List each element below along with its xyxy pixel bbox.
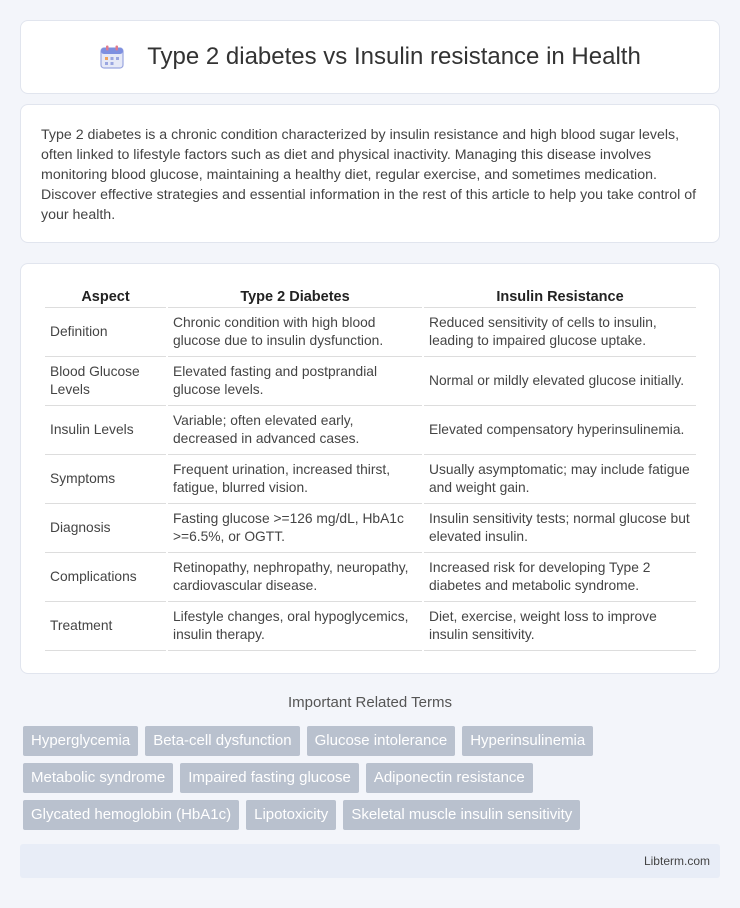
insulin-resistance-cell: Elevated compensatory hyperinsulinemia. (424, 406, 696, 455)
column-header-aspect: Aspect (45, 284, 166, 308)
insulin-resistance-cell: Usually asymptomatic; may include fatigue and weight gain. (424, 455, 696, 504)
intro-card (20, 104, 720, 243)
related-term-tag[interactable]: Metabolic syndrome (23, 763, 173, 793)
comparison-table (43, 284, 698, 651)
column-header-type2-diabetes: Type 2 Diabetes (168, 284, 422, 308)
table-row (45, 357, 696, 406)
type2-diabetes-cell: Elevated fasting and postprandial glucose levels. (168, 357, 422, 406)
table-row (45, 308, 696, 357)
insulin-resistance-cell: Reduced sensitivity of cells to insulin, leading to impaired glucose uptake. (424, 308, 696, 357)
insulin-resistance-cell: Insulin sensitivity tests; normal glucose but elevated insulin. (424, 504, 696, 553)
related-term-tag[interactable]: Impaired fasting glucose (180, 763, 359, 793)
type2-diabetes-cell: Variable; often elevated early, decreased in advanced cases. (168, 406, 422, 455)
title-card (20, 20, 720, 94)
type2-diabetes-cell: Lifestyle changes, oral hypoglycemics, insulin therapy. (168, 602, 422, 651)
column-header-insulin-resistance: Insulin Resistance (424, 284, 696, 308)
related-term-tag[interactable]: Skeletal muscle insulin sensitivity (343, 800, 580, 830)
type2-diabetes-cell: Retinopathy, nephropathy, neuropathy, cardiovascular disease. (168, 553, 422, 602)
table-row (45, 553, 696, 602)
related-term-tag[interactable]: Hyperglycemia (23, 726, 138, 756)
related-term-tag[interactable]: Adiponectin resistance (366, 763, 533, 793)
table-row (45, 406, 696, 455)
type2-diabetes-cell: Chronic condition with high blood glucose due to insulin dysfunction. (168, 308, 422, 357)
aspect-cell: Blood Glucose Levels (45, 357, 166, 406)
tag-row (23, 800, 723, 830)
table-row (45, 504, 696, 553)
aspect-cell: Symptoms (45, 455, 166, 504)
aspect-cell: Diagnosis (45, 504, 166, 553)
related-term-tag[interactable]: Lipotoxicity (246, 800, 336, 830)
type2-diabetes-cell: Frequent urination, increased thirst, fatigue, blurred vision. (168, 455, 422, 504)
calendar-icon (99, 44, 125, 70)
comparison-card (20, 263, 720, 674)
tag-row (23, 763, 723, 793)
table-header-row (45, 284, 696, 308)
related-term-tag[interactable]: Hyperinsulinemia (462, 726, 593, 756)
insulin-resistance-cell: Normal or mildly elevated glucose initially. (424, 357, 696, 406)
page-title: Type 2 diabetes vs Insulin resistance in Health (147, 43, 641, 70)
insulin-resistance-cell: Diet, exercise, weight loss to improve insulin sensitivity. (424, 602, 696, 651)
related-terms-heading: Important Related Terms (288, 694, 452, 711)
related-terms-list (23, 726, 723, 837)
tag-row (23, 726, 723, 756)
aspect-cell: Complications (45, 553, 166, 602)
aspect-cell: Definition (45, 308, 166, 357)
table-row (45, 602, 696, 651)
aspect-cell: Insulin Levels (45, 406, 166, 455)
aspect-cell: Treatment (45, 602, 166, 651)
footer (20, 844, 720, 878)
related-term-tag[interactable]: Beta-cell dysfunction (145, 726, 299, 756)
type2-diabetes-cell: Fasting glucose >=126 mg/dL, HbA1c >=6.5%, or OGTT. (168, 504, 422, 553)
related-term-tag[interactable]: Glucose intolerance (307, 726, 456, 756)
table-row (45, 455, 696, 504)
insulin-resistance-cell: Increased risk for developing Type 2 diabetes and metabolic syndrome. (424, 553, 696, 602)
related-term-tag[interactable]: Glycated hemoglobin (HbA1c) (23, 800, 239, 830)
intro-paragraph: Type 2 diabetes is a chronic condition characterized by insulin resistance and high blood sugar levels, often linked to lifestyle factors such as diet and physical inactivity. Managing this disease involves monitoring blood glucose, maintaining a healthy diet, regular exercise, and sometimes medication. Discover effective strategies and essential information in the rest of this article to help you take control of your health. (41, 127, 697, 223)
footer-site-link[interactable]: Libterm.com (643, 854, 710, 868)
